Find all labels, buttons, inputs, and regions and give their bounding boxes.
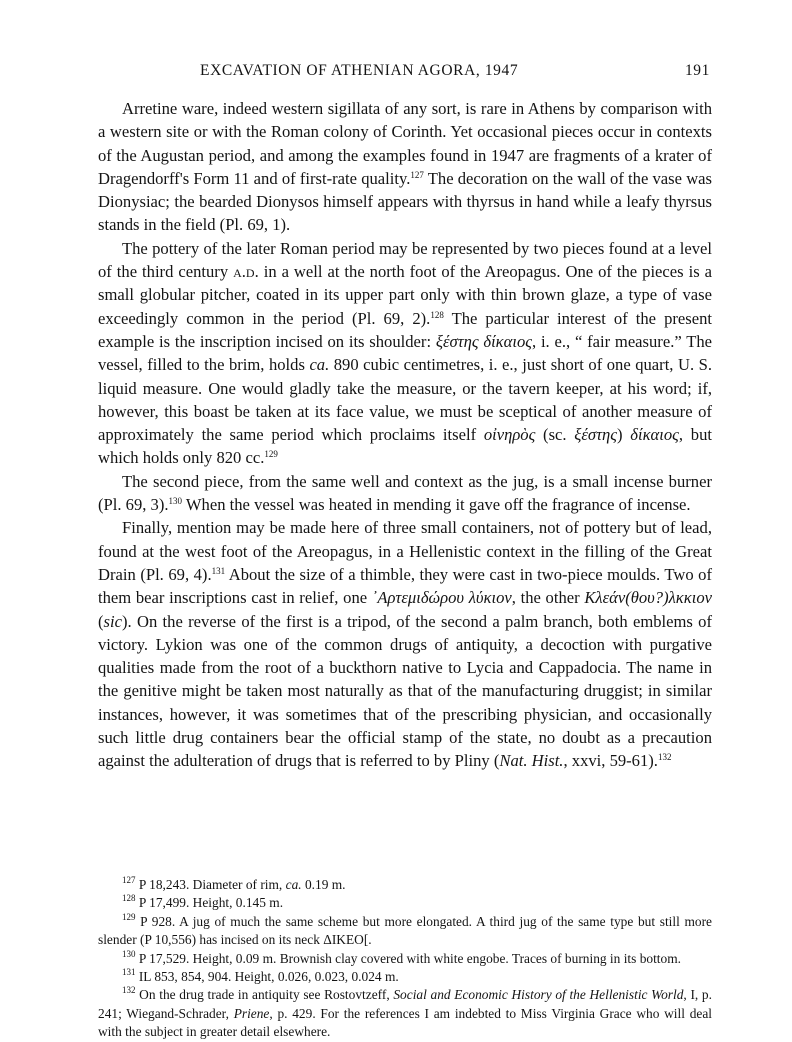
footnote-ref: 127 <box>410 169 424 180</box>
text-run: Arretine ware, indeed western sigillata of any sort, is rare in Athens by comparison with a western site or with the Roman colony of Corinth. Yet occasional pieces occur in contexts of the Augustan period, and among the examples found in 1947 are fragments of a krater of Dragendorff's Form 11 and of first-rate quality. <box>98 99 712 188</box>
paragraph-lead-containers <box>98 516 712 772</box>
text-run: , i. e., “ fair measure.” The vessel, filled to the brim, holds <box>98 331 712 375</box>
paragraph-incense-burner <box>98 470 712 517</box>
paragraph-later-roman-pottery <box>98 237 712 470</box>
text-run: About the size of a thimble, they were cast in two-piece moulds. Two of them bear inscriptions cast in relief, one <box>98 564 712 608</box>
footnote-132 <box>98 986 712 1041</box>
text-run: 0.19 m. <box>301 877 346 892</box>
footnote-131 <box>98 968 712 986</box>
footnote-ref: 132 <box>122 985 136 996</box>
text-run: ) <box>617 425 631 445</box>
italic-run: οἰνηρὸς <box>483 425 536 445</box>
footnote-129 <box>98 913 712 950</box>
footnote-130 <box>98 950 712 968</box>
italic-run: ca. <box>309 355 330 375</box>
footnote-ref: 128 <box>430 309 444 320</box>
footnote-127 <box>98 876 712 894</box>
text-run: , xxvi, 59-61). <box>563 751 658 771</box>
paragraph-arretine <box>98 97 712 237</box>
footnote-ref: 131 <box>122 967 136 978</box>
text-run: , the other <box>511 588 585 608</box>
footnotes <box>98 876 712 1042</box>
text-run: , but which holds only 820 cc. <box>98 425 712 468</box>
text-run: The particular interest of the present example is the inscription incised on its shoulder: <box>98 308 712 351</box>
text-run: 890 cubic centimetres, i. e., just short of one quart, U. S. liquid measure. One would gladly take the measure, or the tavern keeper, at his word; if, however, this boast be taken at its face value, we must be sceptical of another measure of approximately the same period which proclaims itself <box>98 355 712 445</box>
text-run: The second piece, from the same well and context as the jug, is a small incense burner (Pl. 69, 3). <box>98 471 712 515</box>
italic-run: Nat. Hist. <box>499 751 564 771</box>
text-run: When the vessel was heated in mending it gave off the fragrance of incense. <box>182 495 691 515</box>
footnote-ref: 131 <box>211 565 226 576</box>
italic-run: Κλεάν(θου?)λκκιον <box>584 588 712 608</box>
text-run: ( <box>98 611 104 631</box>
text-run: On the drug trade in antiquity see Rostovtzeff, <box>135 987 394 1003</box>
text-run: P 17,499. Height, 0.145 m. <box>135 895 284 911</box>
text-run: P 18,243. Diameter of rim, <box>135 877 286 892</box>
body-text <box>98 97 712 773</box>
page-number: 191 <box>684 62 710 79</box>
italic-run: ca. <box>285 877 302 892</box>
running-header <box>100 62 710 86</box>
italic-run: sic <box>103 611 122 631</box>
footnote-ref: 127 <box>122 875 136 885</box>
text-run: The pottery of the later Roman period may be represented by two pieces found at a level of the third century <box>98 238 712 282</box>
text-run: The decoration on the wall of the vase was Dionysiac; the bearded Dionysos himself appears with thyrsus in hand while a leafy thyrsus stands in the field (Pl. 69, 1). <box>98 168 713 235</box>
text-run: (sc. <box>535 425 575 445</box>
italic-run: Priene <box>233 1005 270 1021</box>
footnote-ref: 132 <box>657 752 672 763</box>
text-run: , I, p. 241; Wiegand-Schrader, <box>98 987 712 1021</box>
footnote-ref: 130 <box>168 496 183 507</box>
italic-run: ᾿Αρτεμιδώρου λύκιον <box>371 588 512 608</box>
footnote-ref: 130 <box>122 948 136 959</box>
italic-run: ξέστης δίκαιος <box>435 331 533 351</box>
footnote-ref: 128 <box>122 893 136 904</box>
text-run: , p. 429. For the references I am indebted to Miss Virginia Grace who will deal with the subject in greater detail elsewhere. <box>98 1005 712 1040</box>
footnote-ref: 129 <box>264 449 278 460</box>
italic-run: ξέστης <box>574 425 618 445</box>
text-run: in a well at the north foot of the Areopagus. One of the pieces is a small globular pitcher, coated in its upper part only with thin brown glaze, a type of vase exceedingly common in the period (Pl. 69, 2). <box>98 262 712 328</box>
text-run: a.d. <box>233 262 259 282</box>
text-run: Finally, mention may be made here of three small containers, not of pottery but of lead, found at the west foot of the Areopagus, in a Hellenistic context in the filling of the Great Drain (Pl. 69, 4). <box>98 518 712 584</box>
text-run: P 17,529. Height, 0.09 m. Brownish clay covered with white engobe. Traces of burning in its bottom. <box>135 950 681 966</box>
italic-run: δίκαιος <box>630 425 679 445</box>
italic-run: Social and Economic History of the Hellenistic World <box>393 987 684 1003</box>
footnote-128 <box>98 894 712 912</box>
text-run: ). On the reverse of the first is a tripod, of the second a palm branch, both emblems of victory. Lykion was one of the common drugs of antiquity, a decoction with purgative qualities made from the root of a buckthorn native to Lycia and Cappadocia. The name in the genitive might be taken most naturally as that of the manufacturing druggist; in similar instances, however, it was sometimes that of the prescribing physician, and occasionally such little drug containers bear the official stamp of the state, no doubt as a precaution against the adulteration of drugs that is referred to by Pliny ( <box>98 611 712 771</box>
running-title: EXCAVATION OF ATHENIAN AGORA, 1947 <box>200 62 519 79</box>
text-run: P 928. A jug of much the same scheme but more elongated. A third jug of the same type but still more slender (P 10,556) has incised on its neck ΔIKEO[. <box>98 913 712 948</box>
footnote-ref: 129 <box>122 911 136 922</box>
text-run: IL 853, 854, 904. Height, 0.026, 0.023, 0.024 m. <box>135 969 399 985</box>
